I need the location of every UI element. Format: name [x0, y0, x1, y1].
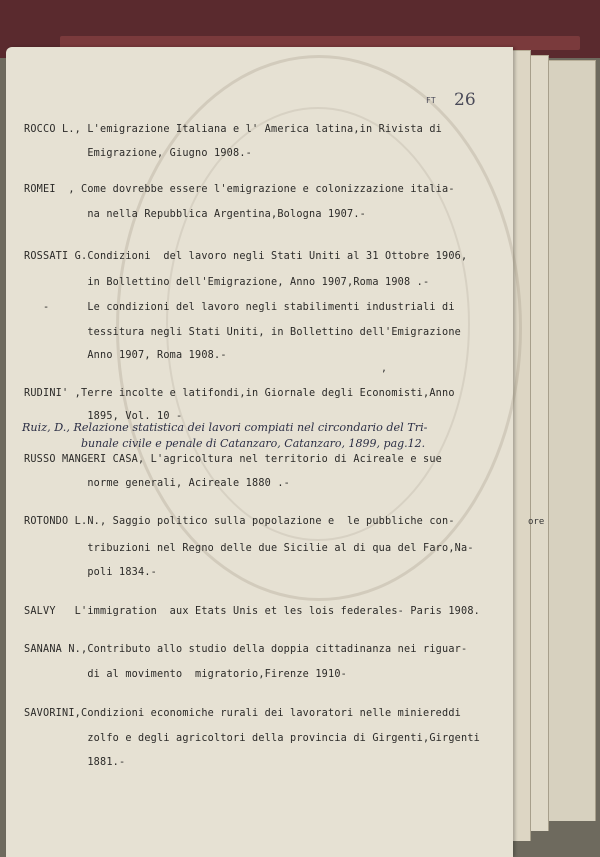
handwritten-annotation-line-2: bunale civile e penale di Catanzaro, Catanzaro, 1899, pag.12. [81, 437, 426, 450]
entry-line: norme generali, Acireale 1880 .- [24, 478, 291, 489]
entry-line: RUDINI' ,Terre incolte e latifondi,in Giornale degli Economisti,Anno [24, 388, 455, 399]
entry-line: SANANA N.,Contributo allo studio della doppia cittadinanza nei riguar- [24, 644, 468, 655]
entry-line: poli 1834.- [24, 567, 158, 578]
page-number: 26 [454, 90, 476, 110]
entry-line: tessitura negli Stati Uniti, in Bollettino dell'Emigrazione [24, 327, 462, 338]
entry-line: di al movimento migratorio,Firenze 1910- [24, 669, 348, 680]
entry-line: ROTONDO L.N., Saggio politico sulla popolazione e le pubbliche con- [24, 516, 455, 527]
entry-line: in Bollettino dell'Emigrazione, Anno 1907,Roma 1908 .- [24, 277, 430, 288]
entry-line: tribuzioni nel Regno delle due Sicilie al di qua del Faro,Na- [24, 543, 474, 554]
entry-line: zolfo e degli agricoltori della provincia di Girgenti,Girgenti [24, 733, 481, 744]
entry-line: Emigrazione, Giugno 1908.- [24, 148, 253, 159]
entry-line: RUSSO MANGERI CASA, L'agricoltura nel territorio di Acireale e sue [24, 454, 443, 465]
page-number-prefix: FT [426, 96, 436, 105]
document-page [6, 47, 513, 857]
underlying-page-text: ore [528, 517, 545, 527]
handwritten-annotation-line-1: Ruiz, D., Relazione statistica dei lavori compiati nel circondario del Tri- [22, 421, 428, 434]
entry-line: SAVORINI,Condizioni economiche rurali dei lavoratori nelle miniereddi [24, 708, 462, 719]
entry-line: ROCCO L., L'emigrazione Italiana e l' America latina,in Rivista di [24, 124, 443, 135]
entry-line: Anno 1907, Roma 1908.- [24, 350, 227, 361]
pencil-mark: , [381, 363, 388, 374]
entry-line: na nella Repubblica Argentina,Bologna 1907.- [24, 209, 367, 220]
entry-line: ROMEI , Come dovrebbe essere l'emigrazione e colonizzazione italia- [24, 184, 455, 195]
entry-line: ROSSATI G.Condizioni del lavoro negli Stati Uniti al 31 Ottobre 1906, [24, 251, 468, 262]
entry-line: - Le condizioni del lavoro negli stabilimenti industriali di [24, 302, 455, 313]
entry-line: 1895, Vol. 10 - [24, 411, 183, 422]
entry-line: SALVY L'immigration aux Etats Unis et les lois federales- Paris 1908. [24, 606, 481, 617]
entry-line: 1881.- [24, 757, 126, 768]
stamp-watermark-inner [166, 107, 470, 541]
